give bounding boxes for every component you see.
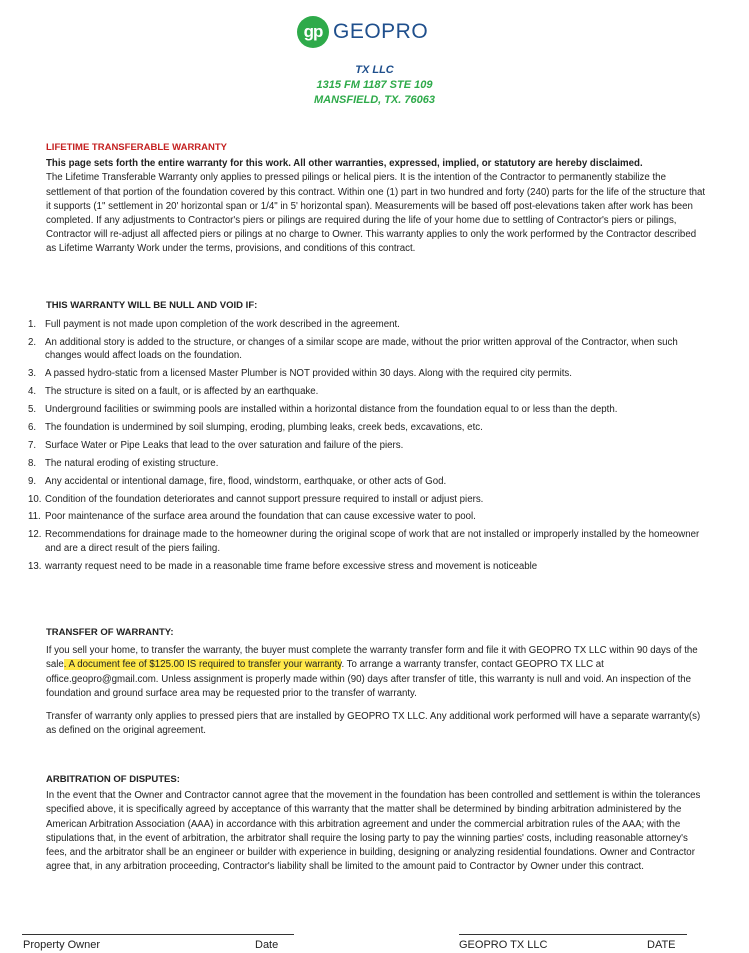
list-item: 12. Recommendations for drainage made to the homeowner during the original scope of work that are not installed or improperly installed by the homeowner and are a direct result of the piers failing. [28,529,700,554]
list-item: 3. A passed hydro-static from a licensed Master Plumber is NOT provided within 30 days. Along with the required city permits. [28,368,572,380]
warranty-title: LIFETIME TRANSFERABLE WARRANTY [46,142,228,153]
arbitration-title: ARBITRATION OF DISPUTES: [46,774,180,785]
list-item: 7. Surface Water or Pipe Leaks that lead to the over saturation and failure of the piers. [28,439,404,451]
list-item: 13. warranty request need to be made in a reasonable time frame before excessive stress and movement is noticeable [28,560,538,572]
list-item: 11. Poor maintenance of the surface area around the foundation that can cause excessive water to pool. [28,511,476,523]
fee-highlight: . A document fee of $125.00 IS required to transfer your warranty [63,659,342,671]
list-item: 6. The foundation is undermined by soil slumping, eroding, plumbing leaks, creek beds, excavations, etc. [28,421,483,433]
arbitration-section [46,773,706,874]
arbitration-body: In the event that the Owner and Contractor cannot agree that the movement in the foundation has been controlled and settlement is within the tolerances specified above, it is specifically agreed by acceptance of this warranty that the matter shall be determined by binding arbitration administered by the American Arbitration Association (AAA) in accordance with this arbitration agreement and under the commercial arbitration rules of the AAA; with the stipulations that, in the event of arbitration, the arbitrator shall require the losing party to pay the winning parties' costs, including reasonable attorney's fees, and the arbitrator shall be an engineer or builder with experience in building, designing or analyzing residential foundations. Owner and Contractor agree that, in any arbitration proceeding, Contractor's liability shall be limited to the amount paid to Contractor by Owner under this contract. [46,790,701,873]
company-name: TX LLC [355,64,394,76]
transfer-paragraph-2: Transfer of warranty only applies to pressed piers that are installed by GEOPRO TX LLC. Any additional work performed will have a separate warranty(s) as defined on the original agreement. [46,711,701,737]
list-item: 1. Full payment is not made upon completion of the work described in the agreement. [28,319,400,330]
owner-date-label: Date [255,939,279,951]
transfer-title: TRANSFER OF WARRANTY: [46,627,174,638]
list-item: 8. The natural eroding of existing structure. [28,457,219,469]
company-address-line1: 1315 FM 1187 STE 109 [316,79,433,91]
warranty-section [46,141,706,257]
company-address-line2: MANSFIELD, TX. 76063 [313,94,436,106]
warranty-disclaimer: This page sets forth the entire warranty for this work. All other warranties, expressed, implied, or statutory are hereby disclaimed. [46,158,643,170]
void-title: THIS WARRANTY WILL BE NULL AND VOID IF: [46,300,258,311]
list-item: 10. Condition of the foundation deteriorates and cannot support pressure required to install or adjust piers. [28,493,484,505]
list-item: 4. The structure is sited on a fault, or is affected by an earthquake. [28,386,319,398]
list-item: 9. Any accidental or intentional damage, fire, flood, windstorm, earthquake, or other acts of God. [28,475,447,487]
transfer-section [46,626,706,738]
owner-signature-label: Property Owner [23,939,101,951]
logo-text: GEOPRO [333,20,429,43]
company-logo [297,14,428,50]
owner-signature-line [22,934,294,935]
transfer-paragraph-1: If you sell your home, to transfer the warranty, the buyer must complete the warranty transfer form and file it with GEOPRO TX LLC within 90 days of the sale. A document fee of $125.00 IS required to transfer your warranty. To arrange a warranty transfer, contact GEOPRO TX LLC at office.geopro@gmail.com. Unless assignment is properly made within (90) days after transfer of title, this warranty is null and void. An inspection of the foundation and ground surface area may be requested prior to the transfer of warranty. [46,645,698,699]
company-signature-line [459,934,687,935]
logo-mark: gp [297,16,329,48]
list-item: 2. An additional story is added to the structure, or changes of a similar scope are made, without the prior written approval of the Contractor, when such changes would affect loads on the foundation. [28,336,678,362]
company-date-label: DATE [647,939,676,951]
list-item: 5. Underground facilities or swimming pools are installed within a horizontal distance from the foundation equal to or less than the depth. [28,404,618,416]
company-address-block [0,63,749,108]
warranty-body: The Lifetime Transferable Warranty only applies to pressed pilings or helical piers. It is the intention of the Contractor to permanently stabilize the settlement of that portion of the foundation covered by this contract. Within one (1) part in two hundred and forty (240) parts for the life of the structure that it supports (1" settlement in 20' horizontal span or 1/4" in 5' horizontal span). Measurements will be based off post-elevations taken after work has been completed. If any adjustments to Contractor's piers or pilings are required during the life of your home due to settling of Contractor's piers or pilings, Contractor will re-adjust all affected piers or pilings at no charge to Owner. This warranty applies to only the work performed by the Contractor described as Lifetime Warranty Work under the terms, provisions, and conditions of this contract. [46,172,706,255]
void-conditions-heading [46,299,706,313]
void-conditions-list [28,318,708,578]
company-signature-label: GEOPRO TX LLC [459,939,548,951]
